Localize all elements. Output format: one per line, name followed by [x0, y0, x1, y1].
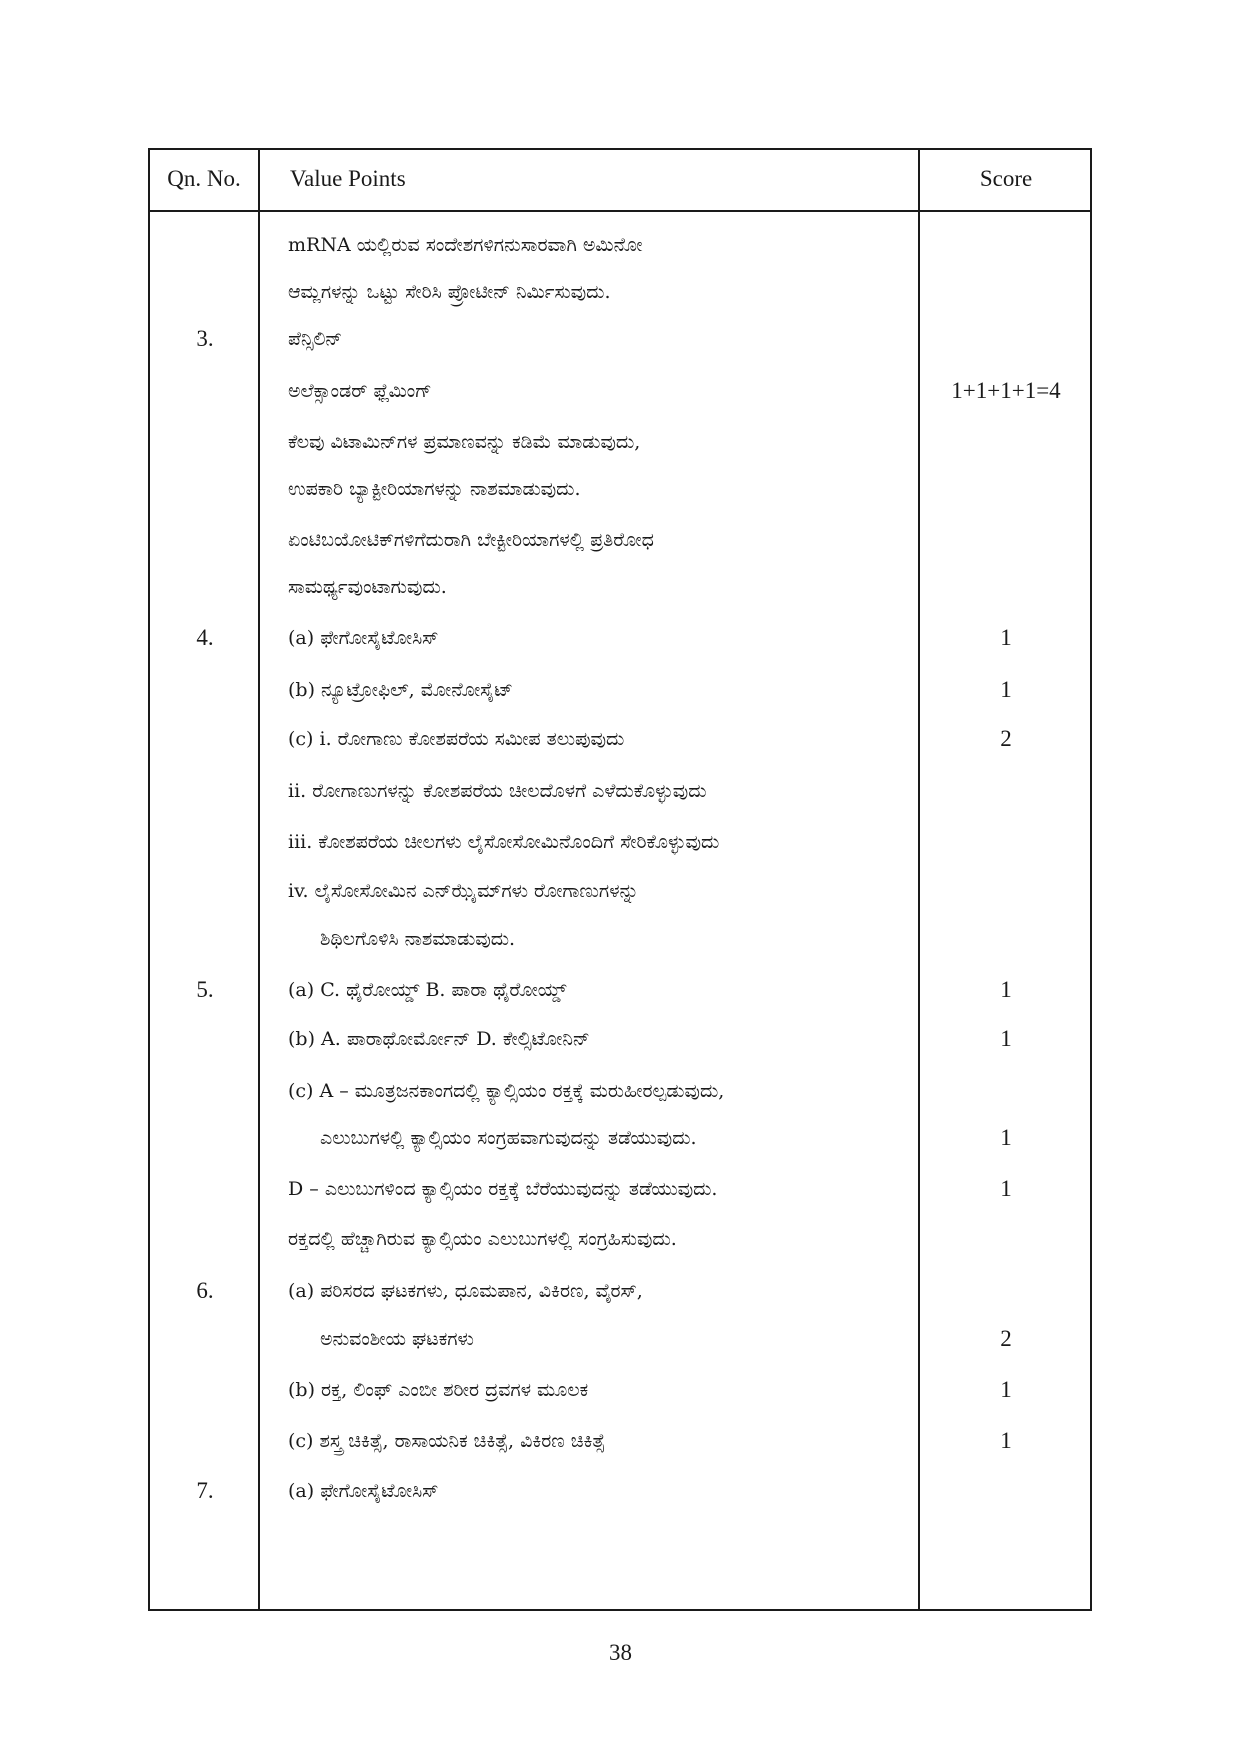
score-value: 1 — [1000, 625, 1012, 650]
table-row — [150, 969, 1090, 1011]
answer-key-table — [148, 148, 1092, 1611]
table-row — [150, 1018, 1090, 1060]
table-row — [150, 370, 1090, 412]
table-row — [150, 821, 1090, 863]
value-point-text: ಪೆನ್ಸಿಲಿನ್ — [288, 328, 343, 350]
value-point-text: (b) ರಕ್ತ, ಲಿಂಫ್ ಎಂಬೀ ಶರೀರ ದ್ರವಗಳ ಮೂಲಕ — [288, 1379, 589, 1401]
table-row — [150, 1117, 1090, 1159]
table-row — [150, 918, 1090, 960]
score-value: 1 — [1000, 1026, 1012, 1051]
value-point-text: iv. ಲೈಸೋಸೋಮಿನ ಎನ್‌ಝೈಮ್‌ಗಳು ರೋಗಾಣುಗಳನ್ನು — [288, 880, 639, 902]
score-value: 1 — [1000, 977, 1012, 1002]
table-row — [150, 519, 1090, 561]
question-number: 3. — [196, 326, 214, 351]
value-point-text: ಉಪಕಾರಿ ಬ್ಯಾಕ್ಟೀರಿಯಾಗಳನ್ನು ನಾಶಮಾಡುವುದು. — [288, 478, 581, 500]
question-number: 4. — [196, 625, 214, 650]
value-point-text: (a) ಪರಿಸರದ ಘಟಕಗಳು, ಧೂಮಪಾನ, ವಿಕಿರಣ, ವೈರಸ್, — [288, 1280, 643, 1302]
value-point-text: iii. ಕೋಶಪರೆಯ ಚೀಲಗಳು ಲೈಸೋಸೋಮಿನೊಂದಿಗೆ ಸೇರಿಕೊಳ್ಳುವುದು — [288, 831, 720, 853]
header-divider — [150, 210, 1090, 212]
score-value: 2 — [1000, 726, 1012, 751]
table-row — [150, 271, 1090, 313]
header-qn-no: Qn. No. — [167, 166, 241, 191]
value-point-text: (a) ಫೇಗೋಸೈಟೋಸಿಸ್ — [288, 627, 439, 649]
table-row — [150, 224, 1090, 266]
value-point-text: ಆಮ್ಲಗಳನ್ನು ಒಟ್ಟು ಸೇರಿಸಿ ಪ್ರೋಟೀನ್ ನಿರ್ಮಿಸುವುದು. — [288, 281, 611, 303]
score-value: 2 — [1000, 1326, 1012, 1351]
value-point-text: ಅಲೆಕ್ಸಾಂಡರ್ ಫ್ಲೆಮಿಂಗ್ — [288, 380, 432, 402]
table-row — [150, 1070, 1090, 1112]
value-point-text: ಅನುವಂಶೀಯ ಘಟಕಗಳು — [320, 1328, 474, 1350]
page-number: 38 — [609, 1640, 632, 1665]
value-point-text: ಶಿಥಿಲಗೊಳಿಸಿ ನಾಶಮಾಡುವುದು. — [320, 928, 516, 950]
value-point-text: ಏಂಟಿಬಯೋಟಿಕ್‌ಗಳಿಗೆದುರಾಗಿ ಬೇಕ್ಟೀರಿಯಾಗಳಲ್ಲಿ ಪ್ರತಿರೋಧ — [288, 529, 654, 551]
table-row — [150, 770, 1090, 812]
value-point-text: (b) ನ್ಯೂಟ್ರೋಫಿಲ್, ಮೋನೋಸೈಟ್ — [288, 679, 513, 701]
value-point-text: (c) ಶಸ್ತ್ರ ಚಿಕಿತ್ಸೆ, ರಾಸಾಯನಿಕ ಚಿಕಿತ್ಸೆ, ವಿಕಿರಣ ಚಿಕಿತ್ಸೆ — [288, 1430, 606, 1452]
header-value-points: Value Points — [290, 166, 406, 191]
table-row — [150, 318, 1090, 360]
table-row — [150, 1470, 1090, 1512]
table-row — [150, 1369, 1090, 1411]
table-row — [150, 421, 1090, 463]
value-point-text: (c) A – ಮೂತ್ರಜನಕಾಂಗದಲ್ಲಿ ಕ್ಯಾಲ್ಸಿಯಂ ರಕ್ತಕ್ಕೆ ಮರುಹೀರಲ್ಪಡುವುದು, — [288, 1080, 725, 1102]
value-point-text: (a) C. ಥೈರೋಯ್ಡ್ B. ಪಾರಾ ಥೈರೋಯ್ಡ್ — [288, 979, 567, 1001]
table-row — [150, 1270, 1090, 1312]
value-point-text: ii. ರೋಗಾಣುಗಳನ್ನು ಕೋಶಪರೆಯ ಚೀಲದೊಳಗೆ ಎಳೆದುಕೊಳ್ಳುವುದು — [288, 780, 707, 802]
table-row — [150, 718, 1090, 760]
value-point-text: (a) ಫೇಗೋಸೈಟೋಸಿಸ್ — [288, 1480, 439, 1502]
table-row — [150, 669, 1090, 711]
question-number: 6. — [196, 1278, 214, 1303]
question-number: 7. — [196, 1478, 214, 1503]
score-value: 1 — [1000, 1176, 1012, 1201]
table-row — [150, 617, 1090, 659]
table-row — [150, 870, 1090, 912]
value-point-text: (b) A. ಪಾರಾಥೋರ್ಮೋನ್ D. ಕೇಲ್ಸಿಟೋನಿನ್ — [288, 1028, 590, 1050]
value-point-text: D – ಎಲುಬುಗಳಿಂದ ಕ್ಯಾಲ್ಸಿಯಂ ರಕ್ತಕ್ಕೆ ಬೆರೆಯುವುದನ್ನು ತಡೆಯುವುದು. — [288, 1178, 718, 1200]
table-row — [150, 1420, 1090, 1462]
value-point-text: ಕೆಲವು ವಿಟಾಮಿನ್‌ಗಳ ಪ್ರಮಾಣವನ್ನು ಕಡಿಮೆ ಮಾಡುವುದು, — [288, 431, 641, 453]
table-row — [150, 566, 1090, 608]
value-point-text: mRNA ಯಲ್ಲಿರುವ ಸಂದೇಶಗಳಿಗನುಸಾರವಾಗಿ ಅಮಿನೋ — [288, 234, 643, 256]
table-row — [150, 1318, 1090, 1360]
value-point-text: ರಕ್ತದಲ್ಲಿ ಹೆಚ್ಚಾಗಿರುವ ಕ್ಯಾಲ್ಸಿಯಂ ಎಲುಬುಗಳಲ್ಲಿ ಸಂಗ್ರಹಿಸುವುದು. — [288, 1228, 677, 1250]
value-point-text: ಸಾಮರ್ಥ್ಯವುಂಟಾಗುವುದು. — [288, 576, 447, 598]
score-value: 1 — [1000, 677, 1012, 702]
table-row — [150, 1218, 1090, 1260]
score-value: 1 — [1000, 1428, 1012, 1453]
score-value: 1 — [1000, 1377, 1012, 1402]
header-score: Score — [979, 166, 1033, 191]
value-point-text: ಎಲುಬುಗಳಲ್ಲಿ ಕ್ಯಾಲ್ಸಿಯಂ ಸಂಗ್ರಹವಾಗುವುದನ್ನು ತಡೆಯುವುದು. — [320, 1127, 697, 1149]
score-value: 1+1+1+1=4 — [951, 378, 1061, 403]
score-value: 1 — [1000, 1125, 1012, 1150]
question-number: 5. — [196, 977, 214, 1002]
value-point-text: (c) i. ರೋಗಾಣು ಕೋಶಪರೆಯ ಸಮೀಪ ತಲುಪುವುದು — [288, 728, 625, 750]
table-row — [150, 468, 1090, 510]
table-row — [150, 1168, 1090, 1210]
